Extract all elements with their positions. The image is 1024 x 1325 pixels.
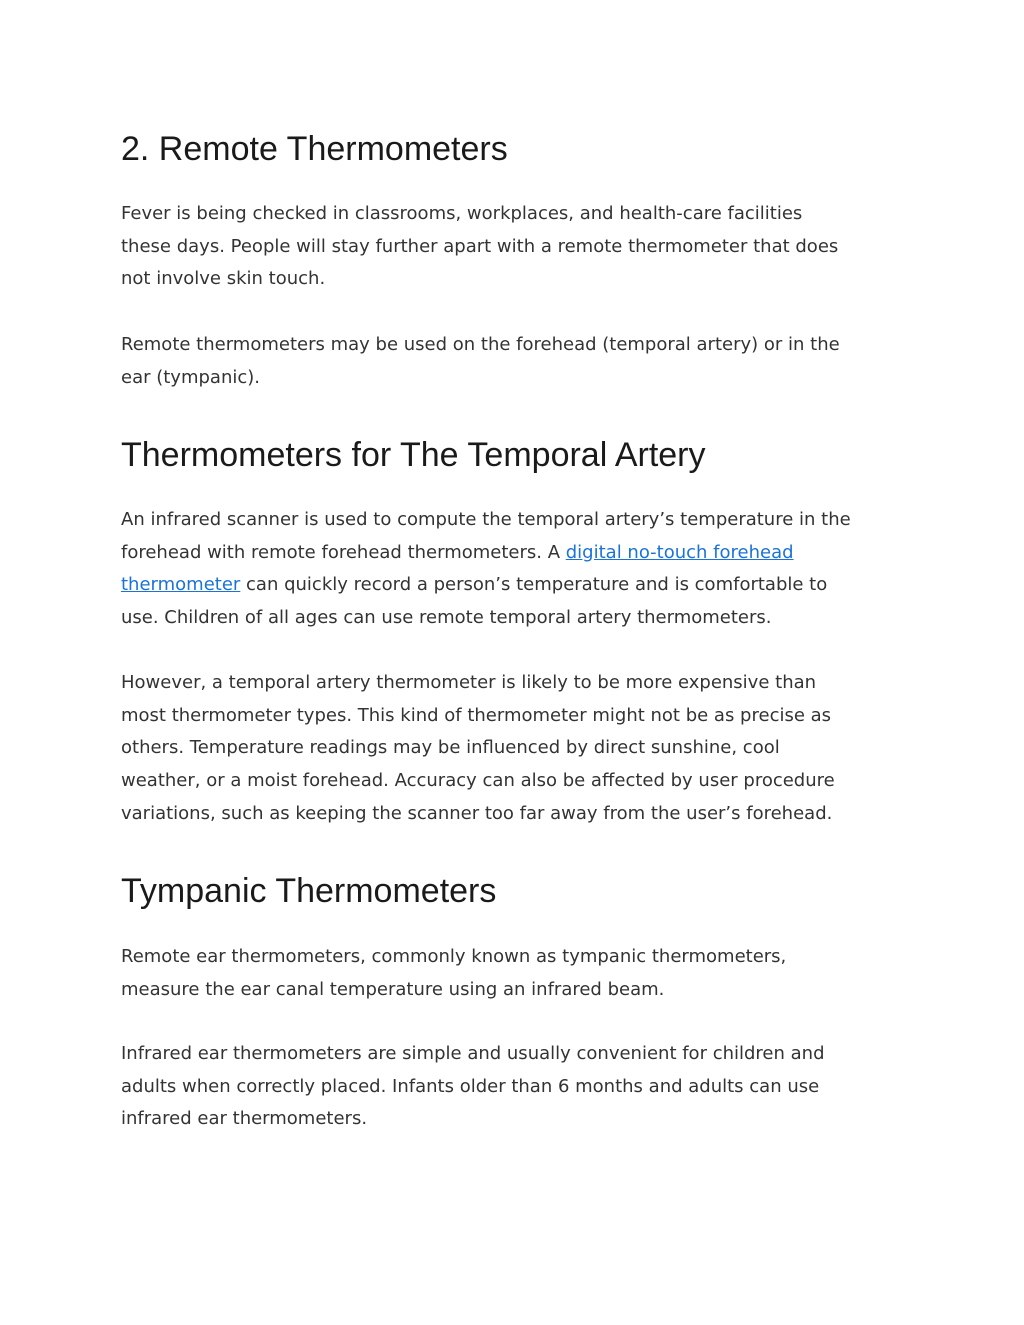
paragraph-ear-thermometers: [121, 941, 921, 1006]
text-line: most thermometer types. This kind of thermometer might not be as precise as: [121, 704, 832, 726]
text-line: infrared ear thermometers.: [121, 1108, 368, 1130]
heading-temporal-artery: Thermometers for The Temporal Artery: [121, 436, 706, 474]
text-line: variations, such as keeping the scanner too far away from the user’s forehead.: [121, 802, 833, 824]
text-line: use. Children of all ages can use remote temporal artery thermometers.: [121, 607, 772, 629]
text-line: not involve skin touch.: [121, 268, 326, 290]
text-fragment: forehead with remote forehead thermometers. A: [121, 541, 566, 563]
paragraph-expense-precision: [121, 667, 921, 831]
heading-tympanic-thermometers: Tympanic Thermometers: [121, 872, 497, 910]
text-line: weather, or a moist forehead. Accuracy can also be affected by user procedure: [121, 770, 835, 792]
text-line: these days. People will stay further apart with a remote thermometer that does: [121, 235, 839, 257]
text-line: others. Temperature readings may be influenced by direct sunshine, cool: [121, 737, 780, 759]
link-digital-no-touch-thermometer[interactable]: digital no-touch forehead: [565, 541, 794, 563]
text-line: [121, 569, 921, 602]
paragraph-remote-usage: [121, 329, 921, 394]
text-line: Remote thermometers may be used on the forehead (temporal artery) or in the: [121, 334, 840, 355]
text-line: [121, 537, 921, 570]
text-line: adults when correctly placed. Infants older than 6 months and adults can use: [121, 1075, 820, 1097]
text-line: Infrared ear thermometers are simple and usually convenient for children and: [121, 1043, 825, 1064]
text-line: ear (tympanic).: [121, 366, 260, 388]
text-line: However, a temporal artery thermometer is likely to be more expensive than: [121, 672, 817, 693]
paragraph-infrared-scanner: [121, 504, 921, 635]
paragraph-fever-checking: [121, 198, 921, 296]
text-line: measure the ear canal temperature using an infrared beam.: [121, 978, 665, 1000]
text-line: An infrared scanner is used to compute the temporal artery’s temperature in the: [121, 509, 851, 530]
text-fragment: can quickly record a person’s temperature and is comfortable to: [240, 574, 828, 596]
text-line: Remote ear thermometers, commonly known as tympanic thermometers,: [121, 946, 787, 967]
heading-remote-thermometers: 2. Remote Thermometers: [121, 130, 508, 168]
paragraph-infrared-ear-usage: [121, 1038, 921, 1136]
link-digital-no-touch-thermometer-cont[interactable]: thermometer: [121, 574, 241, 596]
text-line: Fever is being checked in classrooms, workplaces, and health-care facilities: [121, 203, 803, 224]
